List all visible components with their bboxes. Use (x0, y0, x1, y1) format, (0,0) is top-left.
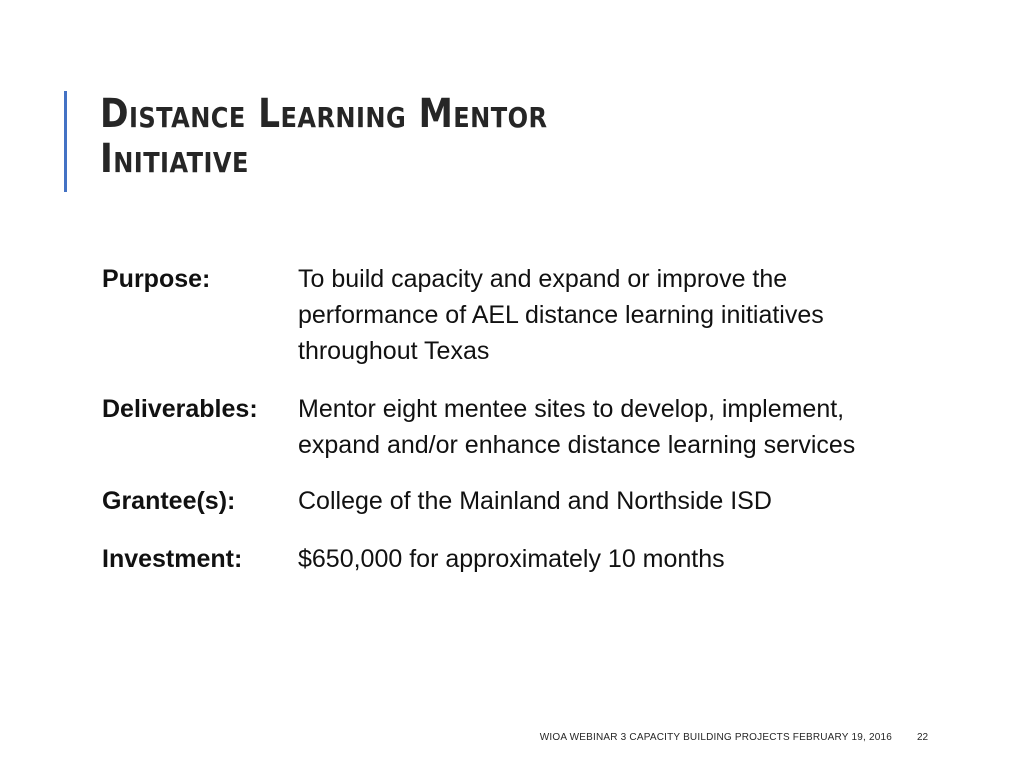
purpose-label: Purpose: (102, 265, 211, 293)
page-number: 22 (917, 732, 929, 743)
deliverables-row (102, 391, 962, 463)
slide-footer (0, 730, 1024, 746)
slide-title: Distance Learning Mentor Initiative (100, 91, 548, 182)
slide-content (102, 261, 962, 577)
investment-value: $650,000 for approximately 10 months (298, 545, 725, 573)
purpose-value: To build capacity and expand or improve the performance of AEL distance learning initiatives throughout Texas (298, 265, 824, 365)
deliverables-value: Mentor eight mentee sites to develop, implement, expand and/or enhance distance learning services (298, 395, 856, 459)
footer-text: WIOA WEBINAR 3 CAPACITY BUILDING PROJECTS FEBRUARY 19, 2016 (539, 732, 892, 743)
title-accent-line (64, 91, 67, 192)
grantee-value: College of the Mainland and Northside ISD (298, 487, 772, 515)
investment-label: Investment: (102, 545, 243, 573)
purpose-row (102, 261, 962, 369)
grantee-label: Grantee(s): (102, 487, 236, 515)
grantee-row (102, 483, 962, 519)
investment-row (102, 541, 962, 577)
deliverables-label: Deliverables: (102, 395, 258, 423)
